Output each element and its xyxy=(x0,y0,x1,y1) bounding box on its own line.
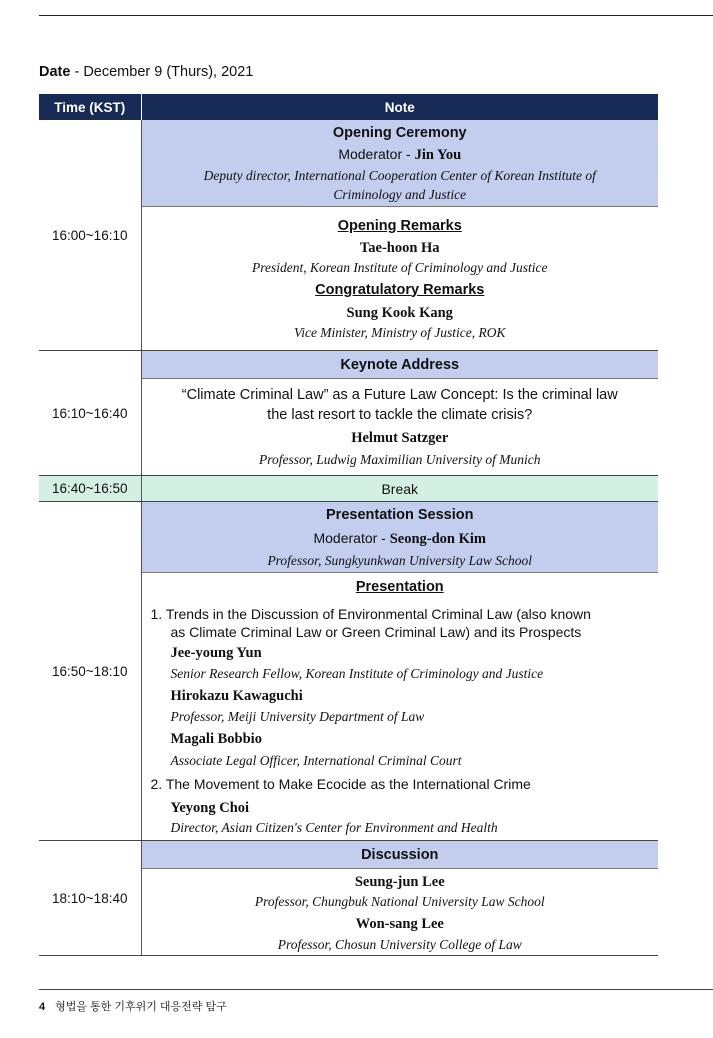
opening-moderator-affiliation-2: Criminology and Justice xyxy=(333,186,467,202)
presentation-moderator: Moderator - Seong-don Kim xyxy=(313,529,487,547)
presentation-time: 16:50~18:10 xyxy=(39,502,141,841)
opening-remarks-affiliation: President, Korean Institute of Criminology and Justice xyxy=(251,259,548,275)
keynote-topic-1: “Climate Criminal Law” as a Future Law Concept: Is the criminal law xyxy=(181,387,618,403)
presentation-subtitle: Presentation xyxy=(355,578,444,595)
footer-rule xyxy=(39,989,713,990)
item-1-line-2: as Climate Criminal Law or Green Criminal Law) and its Prospects xyxy=(170,623,582,640)
discussant-2-name: Won-sang Lee xyxy=(355,916,444,932)
presentation-item-2 xyxy=(142,769,659,799)
opening-moderator: Moderator - Jin You xyxy=(338,145,462,163)
footer-title: 형법을 통한 기후위기 대응전략 탐구 xyxy=(55,1001,227,1013)
presenters-group-1 xyxy=(142,641,659,769)
presenters-group-2 xyxy=(142,799,659,839)
opening-ceremony-row xyxy=(39,120,658,207)
schedule-table xyxy=(39,94,658,956)
congratulatory-remarks-title: Congratulatory Remarks xyxy=(315,281,485,298)
presenter-4-name: Yeyong Choi xyxy=(170,799,250,816)
presentation-session-cell xyxy=(141,502,658,573)
keynote-header-row xyxy=(39,351,658,379)
opening-remarks-name: Tae-hoon Ha xyxy=(359,239,440,256)
presenter-3-name: Magali Bobbio xyxy=(170,730,262,747)
discussion-title: Discussion xyxy=(141,841,658,869)
congratulatory-remarks-name: Sung Kook Kang xyxy=(346,304,453,321)
presenter-1-affiliation: Senior Research Fellow, Korean Institute of Criminology and Justice xyxy=(170,665,544,681)
presenter-3-affiliation: Associate Legal Officer, International Criminal Court xyxy=(170,752,462,768)
keynote-topic-2: the last resort to tackle the climate crisis? xyxy=(267,407,533,423)
date-label: Date xyxy=(39,64,71,80)
item-1-line-1: Trends in the Discussion of Environmental Criminal Law (also known xyxy=(165,605,591,622)
top-rule xyxy=(39,15,713,16)
date-value: - December 9 (Thurs), 2021 xyxy=(70,64,254,80)
discussant-1-affiliation: Professor, Chungbuk National University Law School xyxy=(254,894,545,909)
table-header-row xyxy=(39,94,658,120)
item-1-number: 1. xyxy=(150,605,163,622)
header-note: Note xyxy=(141,94,658,120)
keynote-title: Keynote Address xyxy=(141,351,658,379)
opening-ceremony-title: Opening Ceremony xyxy=(332,124,467,141)
presentation-list-cell xyxy=(141,573,658,841)
presentation-session-title: Presentation Session xyxy=(326,506,474,523)
item-2-number: 2. xyxy=(150,775,163,792)
discussion-content-cell xyxy=(141,869,658,956)
opening-ceremony-cell xyxy=(141,120,658,207)
discussion-header-row xyxy=(39,841,658,869)
opening-moderator-name: Jin You xyxy=(414,146,462,163)
header-time: Time (KST) xyxy=(39,94,141,120)
opening-remarks-cell xyxy=(141,207,658,351)
presentation-item-1 xyxy=(142,599,659,641)
page-footer xyxy=(39,998,227,1014)
presentation-moderator-name: Seong-don Kim xyxy=(389,530,487,547)
congratulatory-remarks-affiliation: Vice Minister, Ministry of Justice, ROK xyxy=(293,324,506,340)
opening-remarks-title: Opening Remarks xyxy=(337,217,462,234)
presentation-moderator-affiliation: Professor, Sungkyunkwan University Law School xyxy=(267,552,533,568)
discussion-time: 18:10~18:40 xyxy=(39,841,141,956)
presenter-4-affiliation: Director, Asian Citizen's Center for Environment and Health xyxy=(170,819,498,835)
opening-moderator-affiliation-1: Deputy director, International Cooperation Center of Korean Institute of xyxy=(203,167,596,183)
presenter-2-affiliation: Professor, Meiji University Department of Law xyxy=(170,708,425,724)
break-label: Break xyxy=(141,476,658,502)
keynote-speaker: Helmut Satzger xyxy=(351,430,449,446)
date-line xyxy=(39,64,253,80)
keynote-content-cell xyxy=(141,379,658,476)
break-row xyxy=(39,476,658,502)
keynote-time: 16:10~16:40 xyxy=(39,351,141,476)
discussant-2-affiliation: Professor, Chosun University College of Law xyxy=(277,937,522,952)
break-time: 16:40~16:50 xyxy=(39,476,141,502)
presenter-2-name: Hirokazu Kawaguchi xyxy=(170,687,303,704)
item-2-line-1: The Movement to Make Ecocide as the International Crime xyxy=(165,775,531,792)
presentation-session-row xyxy=(39,502,658,573)
page-number: 4 xyxy=(39,1001,46,1013)
keynote-speaker-affiliation: Professor, Ludwig Maximilian University of Munich xyxy=(259,452,541,467)
discussant-1-name: Seung-jun Lee xyxy=(354,874,445,890)
presenter-1-name: Jee-young Yun xyxy=(170,644,262,661)
opening-time: 16:00~16:10 xyxy=(39,120,141,351)
